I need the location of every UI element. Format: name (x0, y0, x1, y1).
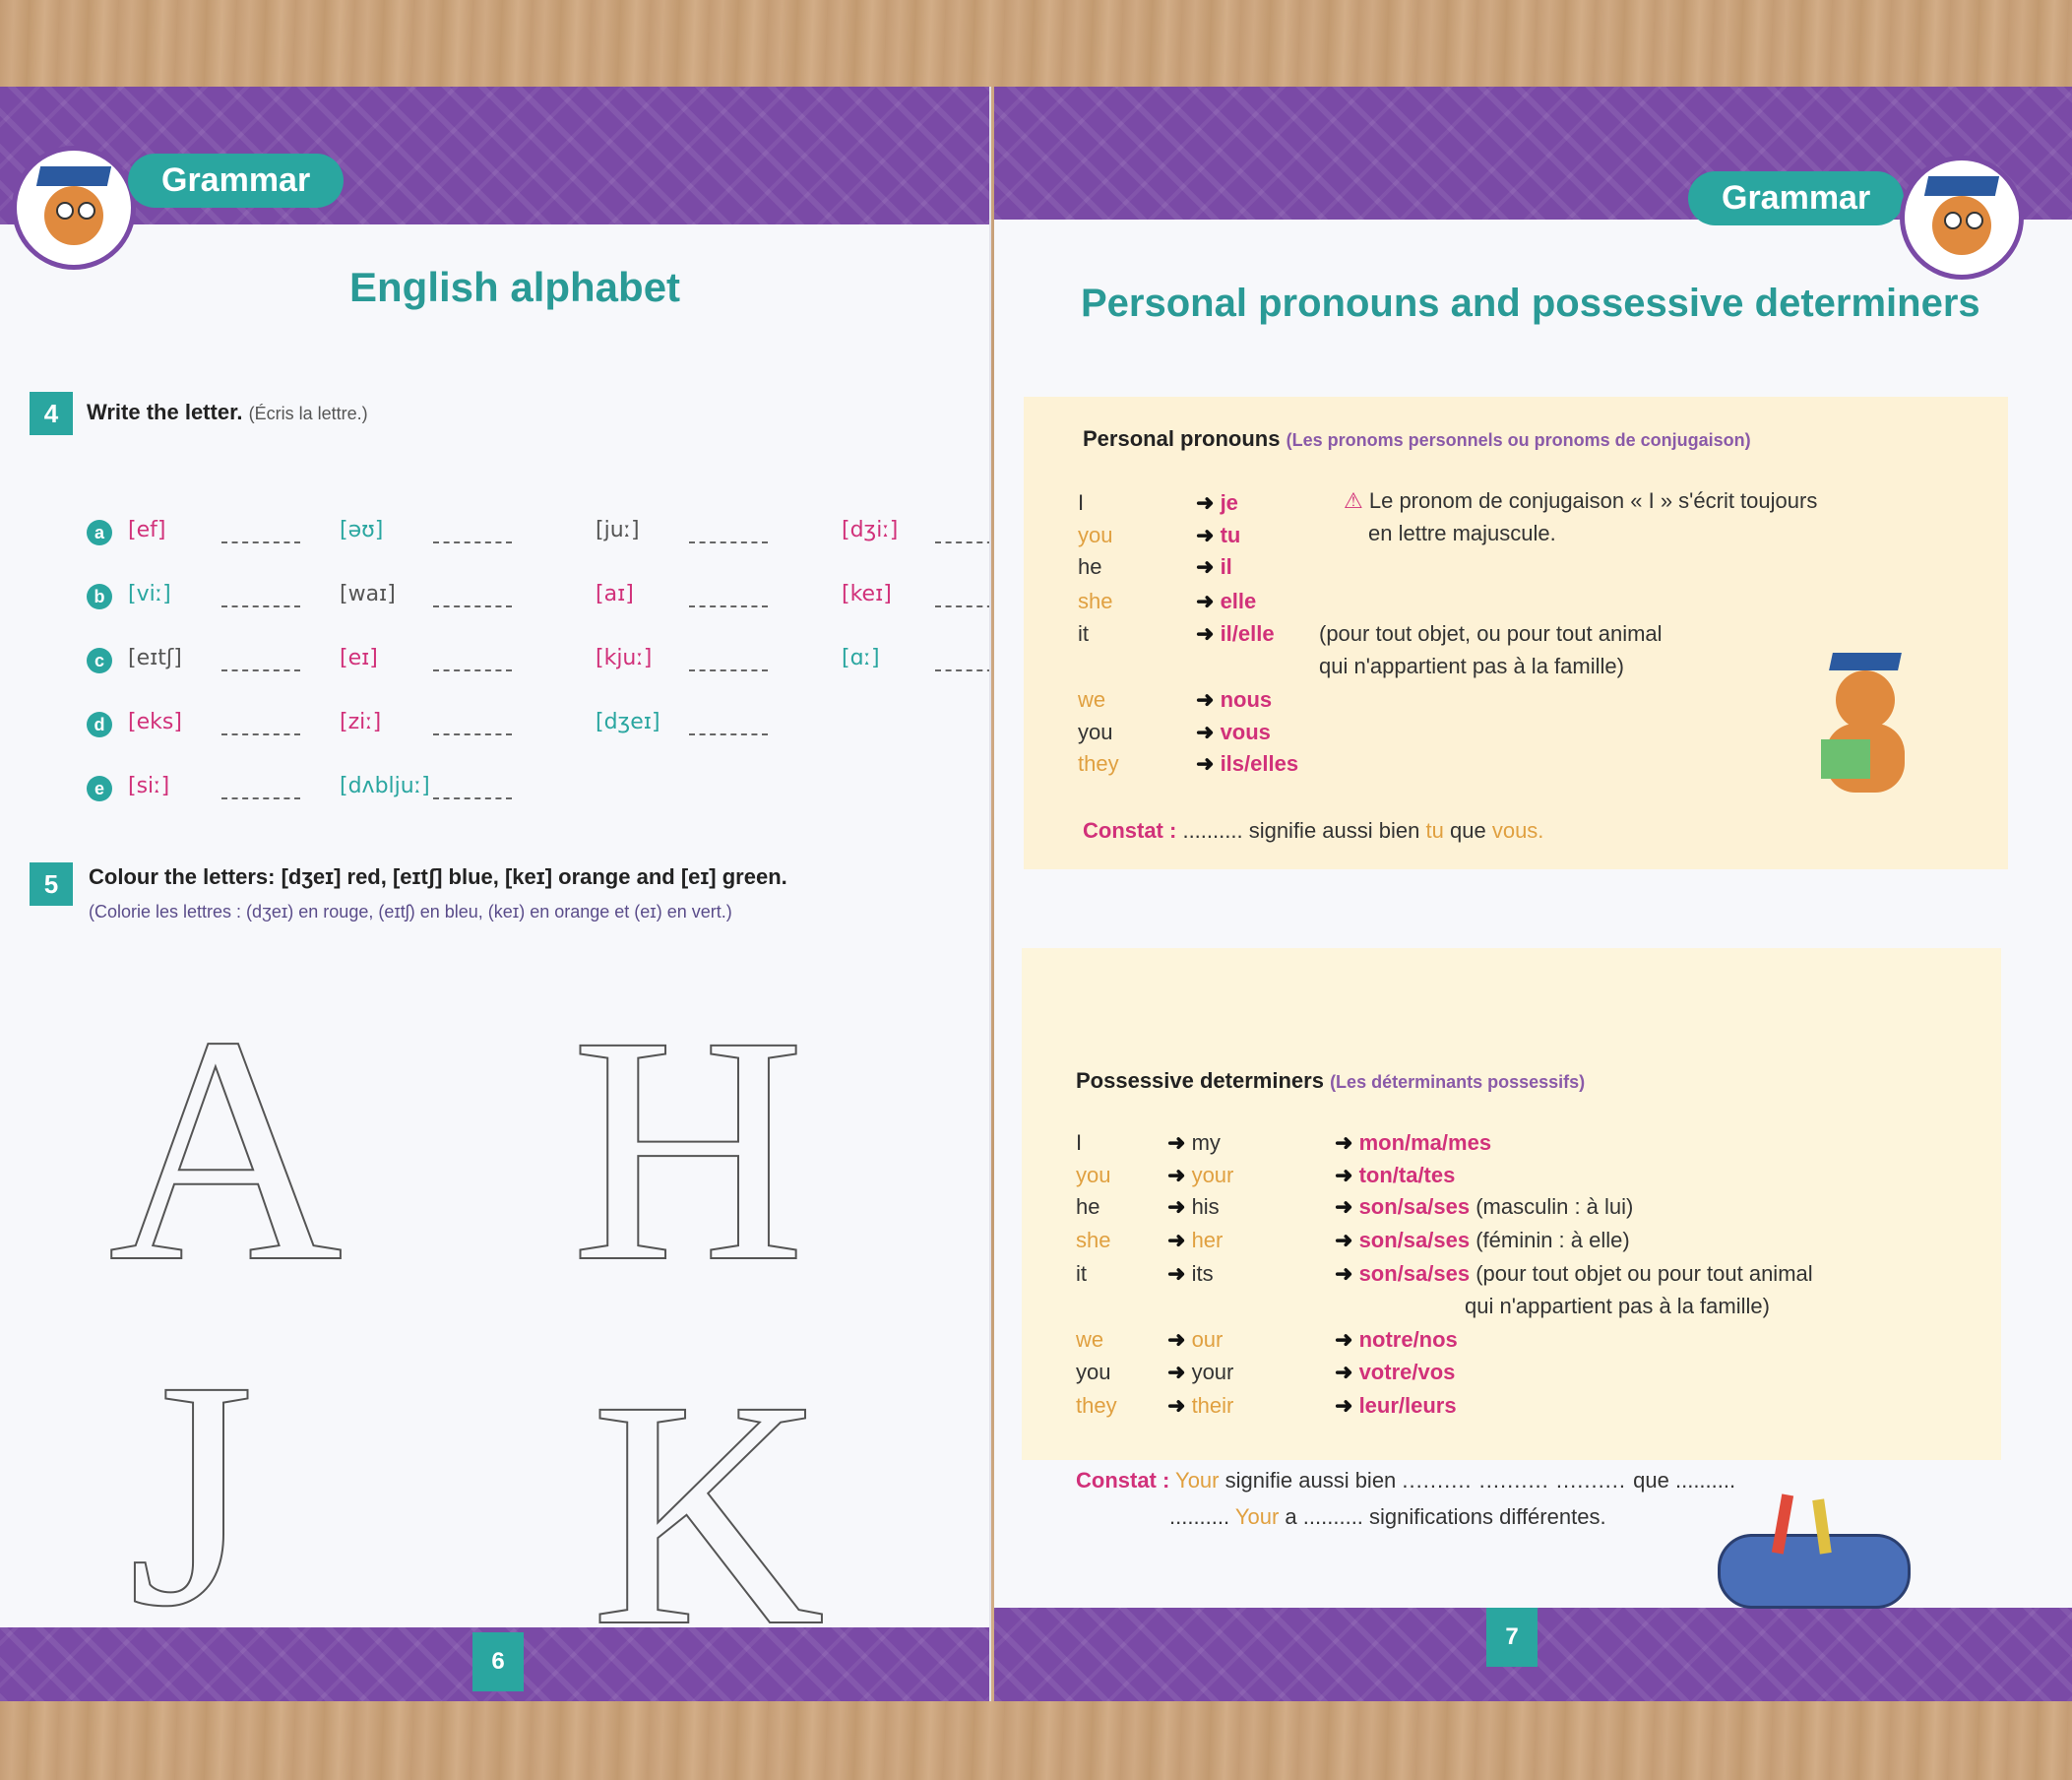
letter-k: K (591, 1334, 826, 1693)
arrow-right-icon: ➜ (1196, 589, 1215, 613)
phonetic-item: [ziː] (340, 710, 382, 734)
answer-blank[interactable] (433, 605, 512, 607)
possessive-determiners-box (1022, 948, 2001, 1529)
phonetic-item: [aɪ] (596, 582, 634, 606)
pronoun-fr: ➜ tu (1196, 523, 1241, 547)
pronoun-en: we (1078, 687, 1106, 712)
answer-blank[interactable] (221, 669, 300, 671)
letter-a: A (108, 970, 344, 1329)
arrow-right-icon: ➜ (1335, 1163, 1353, 1187)
page-number: 7 (1486, 1608, 1538, 1667)
arrow-right-icon: ➜ (1335, 1194, 1353, 1219)
pronoun-fr: ➜ il/elle (1196, 621, 1275, 646)
reading-beaver-icon (1811, 653, 1919, 800)
determiner-en: ➜ my (1167, 1130, 1221, 1155)
answer-blank[interactable] (221, 541, 300, 543)
pronoun-fr: ➜ ils/elles (1196, 751, 1299, 776)
answer-blank[interactable] (935, 605, 991, 607)
arrow-right-icon: ➜ (1196, 720, 1215, 744)
pronoun-en: you (1076, 1360, 1111, 1384)
phonetic-item: [ef] (128, 518, 166, 542)
determiner-fr: ➜ votre/vos (1335, 1360, 1456, 1384)
pronoun-en: he (1078, 554, 1102, 579)
phonetic-item: [eɪ] (340, 646, 378, 670)
exercise-instruction-fr: (Colorie les lettres : (dʒeɪ) en rouge, (eɪtʃ) en bleu, (keɪ) en orange et (eɪ) en vert.) (89, 902, 732, 922)
determiner-en: ➜ our (1167, 1327, 1224, 1352)
answer-blank[interactable] (433, 541, 512, 543)
arrow-right-icon: ➜ (1196, 751, 1215, 776)
exercise-instruction: Write the letter. (Écris la lettre.) (87, 400, 368, 424)
phonetic-item: [dʒeɪ] (596, 710, 660, 734)
answer-blank[interactable] (935, 669, 991, 671)
right-page (994, 87, 2072, 1701)
answer-blank[interactable] (433, 733, 512, 735)
section-label: Grammar (128, 154, 344, 208)
exercise-item-label: e (87, 776, 112, 801)
phonetic-item: [viː] (128, 582, 171, 606)
answer-blank[interactable] (689, 541, 768, 543)
section-label: Grammar (1688, 171, 1904, 225)
pronoun-fr: ➜ nous (1196, 687, 1273, 712)
exercise-item-label: d (87, 712, 112, 737)
answer-blank[interactable] (433, 669, 512, 671)
phonetic-item: [eɪtʃ] (128, 646, 182, 670)
determiner-fr: ➜ leur/leurs (1335, 1393, 1457, 1418)
arrow-right-icon: ➜ (1167, 1194, 1186, 1219)
pronoun-fr: ➜ je (1196, 490, 1238, 515)
exercise-instruction: Colour the letters: [dʒeɪ] red, [eɪtʃ] blue, [keɪ] orange and [eɪ] green. (89, 864, 787, 889)
pronoun-en: you (1078, 720, 1113, 744)
pronoun-en: it (1076, 1261, 1087, 1286)
arrow-right-icon: ➜ (1196, 554, 1215, 579)
determiner-en: ➜ their (1167, 1393, 1234, 1418)
arrow-right-icon: ➜ (1335, 1261, 1353, 1286)
arrow-right-icon: ➜ (1167, 1393, 1186, 1418)
phonetic-item: [eks] (128, 710, 182, 734)
left-page (0, 87, 991, 1701)
determiner-fr: ➜ son/sa/ses (féminin : à elle) (1335, 1228, 1630, 1252)
exercise-number: 4 (30, 392, 73, 435)
determiner-fr: ➜ mon/ma/mes (1335, 1130, 1492, 1155)
answer-blank[interactable] (689, 669, 768, 671)
warning-note-line2: en lettre majuscule. (1368, 521, 1556, 545)
arrow-right-icon: ➜ (1167, 1163, 1186, 1187)
pencil-case-icon (1718, 1494, 1915, 1603)
pronoun-en: it (1078, 621, 1089, 646)
pronoun-en: I (1076, 1130, 1083, 1155)
determiner-note-2: qui n'appartient pas à la famille) (1465, 1294, 1770, 1318)
phonetic-item: [əʊ] (340, 518, 384, 542)
pronoun-en: I (1078, 490, 1085, 515)
pronoun-en: they (1076, 1393, 1117, 1418)
determiner-fr: ➜ notre/nos (1335, 1327, 1458, 1352)
page-title: Personal pronouns and possessive determiners (1081, 282, 1980, 325)
page-title: English alphabet (349, 264, 681, 310)
answer-blank[interactable] (689, 605, 768, 607)
answer-blank[interactable] (433, 797, 512, 799)
box-heading: Possessive determiners (Les déterminants possessifs) (1076, 1068, 1586, 1093)
answer-blank[interactable] (221, 605, 300, 607)
arrow-right-icon: ➜ (1167, 1130, 1186, 1155)
answer-blank[interactable] (935, 541, 991, 543)
pronoun-en: we (1076, 1327, 1104, 1352)
letter-j: J (128, 1314, 255, 1674)
phonetic-item: [ɑː] (842, 646, 880, 670)
exercise-item-label: c (87, 648, 112, 673)
determiner-en: ➜ your (1167, 1163, 1234, 1187)
pronoun-en: she (1076, 1228, 1111, 1252)
determiner-fr: ➜ son/sa/ses (pour tout objet ou pour tout animal (1335, 1261, 1813, 1286)
answer-blank[interactable] (689, 733, 768, 735)
arrow-right-icon: ➜ (1335, 1360, 1353, 1384)
determiner-fr: ➜ son/sa/ses (masculin : à lui) (1335, 1194, 1634, 1219)
answer-blank[interactable] (221, 797, 300, 799)
pronoun-en: he (1076, 1194, 1100, 1219)
pronoun-en: they (1078, 751, 1119, 776)
arrow-right-icon: ➜ (1335, 1130, 1353, 1155)
arrow-right-icon: ➜ (1196, 490, 1215, 515)
determiner-en: ➜ your (1167, 1360, 1234, 1384)
arrow-right-icon: ➜ (1196, 523, 1215, 547)
phonetic-item: [dʌbljuː] (340, 774, 430, 798)
phonetic-item: [juː] (596, 518, 640, 542)
warning-note: ⚠ Le pronom de conjugaison « I » s'écrit toujours (1344, 488, 1818, 513)
arrow-right-icon: ➜ (1167, 1261, 1186, 1286)
pronoun-fr: ➜ vous (1196, 720, 1271, 744)
determiner-en: ➜ its (1167, 1261, 1214, 1286)
phonetic-item: [siː] (128, 774, 170, 798)
beaver-mascot-icon (12, 146, 136, 270)
arrow-right-icon: ➜ (1335, 1327, 1353, 1352)
constat-line-2: .......... Your a .......... significations différentes. (1169, 1504, 1606, 1529)
arrow-right-icon: ➜ (1167, 1327, 1186, 1352)
exercise-item-label: a (87, 520, 112, 545)
personal-pronouns-box (1024, 397, 2008, 869)
exercise-number: 5 (30, 862, 73, 906)
constat-line: Constat : Your signifie aussi bien .......... .......... .......... que .......... (1076, 1468, 1736, 1493)
answer-blank[interactable] (221, 733, 300, 735)
beaver-mascot-icon (1900, 156, 2024, 280)
pronoun-note-2: qui n'appartient pas à la famille) (1319, 654, 1624, 678)
determiner-en: ➜ her (1167, 1228, 1224, 1252)
letter-h: H (571, 970, 806, 1329)
box-heading: Personal pronouns (Les pronoms personnels ou pronoms de conjugaison) (1083, 426, 1751, 451)
pronoun-note: (pour tout objet, ou pour tout animal (1319, 621, 1663, 646)
phonetic-item: [keɪ] (842, 582, 892, 606)
arrow-right-icon: ➜ (1167, 1228, 1186, 1252)
pronoun-en: she (1078, 589, 1113, 613)
phonetic-item: [waɪ] (340, 582, 396, 606)
determiner-en: ➜ his (1167, 1194, 1220, 1219)
pronoun-en: you (1076, 1163, 1111, 1187)
pronoun-fr: ➜ elle (1196, 589, 1257, 613)
arrow-right-icon: ➜ (1335, 1393, 1353, 1418)
page-number: 6 (472, 1632, 524, 1691)
arrow-right-icon: ➜ (1196, 621, 1215, 646)
pronoun-fr: ➜ il (1196, 554, 1232, 579)
pronoun-en: you (1078, 523, 1113, 547)
arrow-right-icon: ➜ (1167, 1360, 1186, 1384)
exercise-item-label: b (87, 584, 112, 609)
arrow-right-icon: ➜ (1196, 687, 1215, 712)
phonetic-item: [dʒiː] (842, 518, 899, 542)
arrow-right-icon: ➜ (1335, 1228, 1353, 1252)
phonetic-item: [kjuː] (596, 646, 653, 670)
determiner-fr: ➜ ton/ta/tes (1335, 1163, 1456, 1187)
decorative-letters (0, 933, 984, 1701)
constat-line: Constat : .......... signifie aussi bien tu que vous. (1083, 818, 1544, 843)
